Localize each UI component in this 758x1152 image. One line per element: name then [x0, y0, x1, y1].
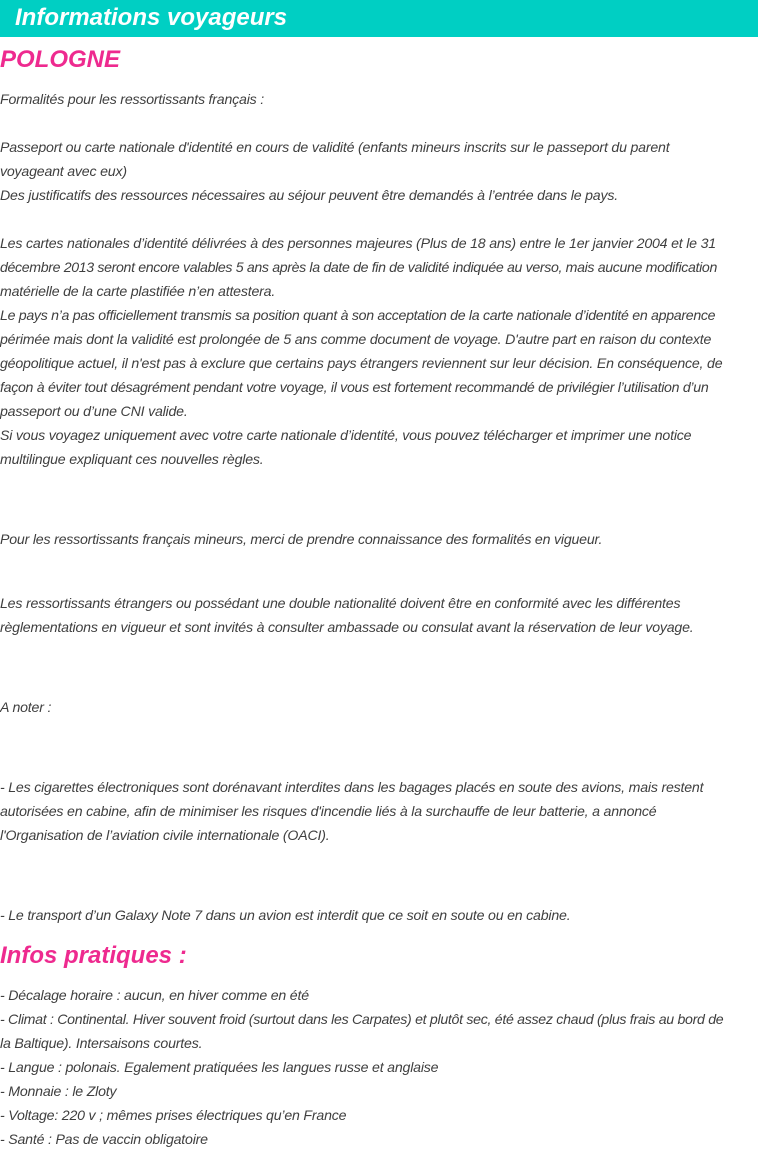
list-item: la Baltique). Intersaisons courtes. [0, 1036, 203, 1052]
note-galaxy: - Le transport d’un Galaxy Note 7 dans un avion est interdit que ce soit en soute ou en cabine. [0, 908, 571, 924]
list-item: - Santé : Pas de vaccin obligatoire [0, 1132, 208, 1148]
passport-paragraph: Passeport ou carte nationale d'identité en cours de validité (enfants mineurs inscrits sur le passeport du parent voyageant avec eux) Des justificatifs des ressources nécessaires au séjour peuvent être demandés à l’entrée dans le pays. [0, 140, 670, 204]
list-item: - Voltage: 220 v ; mêmes prises électriques qu’en France [0, 1108, 347, 1124]
minors-paragraph: Pour les ressortissants français mineurs, merci de prendre connaissance des formalités en vigueur. [0, 532, 603, 548]
practical-title: Infos pratiques : [0, 942, 187, 969]
list-item: - Décalage horaire : aucun, en hiver comme en été [0, 988, 309, 1004]
note-label: A noter : [0, 700, 52, 716]
list-item: - Monnaie : le Zloty [0, 1084, 117, 1100]
cni-paragraph: Les cartes nationales d’identité délivrées à des personnes majeures (Plus de 18 ans) entre le 1er janvier 2004 et le 31 décembre 2013 seront encore valables 5 ans après la date de fin de validité indiquée au verso, mais aucune modification matérielle de la carte plastifiée n’en attestera. Le pays n’a pas officiellement transmis sa position quant à son acceptation de la carte nationale d’identité en apparence périmée mais dont la validité est prolongée de 5 ans comme document de voyage. D'autre part en raison du contexte géopolitique actuel, il n'est pas à exclure que certains pays étrangers reviennent sur leur décision. En conséquence, de façon à éviter tout désagrément pendant votre voyage, il vous est fortement recommandé de privilégier l’utilisation d’un passeport ou d’une CNI valide. Si vous voyagez uniquement avec votre carte nationale d’identité, vous pouvez télécharger et imprimer une notice multilingue expliquant ces nouvelles règles. [0, 236, 723, 468]
country-title: POLOGNE [0, 46, 121, 73]
list-item: - Climat : Continental. Hiver souvent froid (surtout dans les Carpates) et plutôt sec, été assez chaud (plus frais au bord de [0, 1012, 724, 1028]
note-cigarettes: - Les cigarettes électroniques sont dorénavant interdites dans les bagages placés en soute des avions, mais restent autorisées en cabine, afin de minimiser les risques d'incendie liés à la surchauffe de leur batterie, a annoncé l'Organisation de l’aviation civile internationale (OACI). [0, 780, 704, 844]
header-bar [0, 0, 758, 37]
list-item: - Langue : polonais. Egalement pratiquées les langues russe et anglaise [0, 1060, 439, 1076]
page-title: Informations voyageurs [15, 4, 288, 31]
foreigners-paragraph: Les ressortissants étrangers ou possédant une double nationalité doivent être en conformité avec les différentes règlementations en vigueur et sont invités à consulter ambassade ou consulat avant la réservation de leur voyage. [0, 596, 694, 636]
practical-list [0, 984, 758, 1152]
formalities-intro: Formalités pour les ressortissants français : [0, 92, 264, 108]
